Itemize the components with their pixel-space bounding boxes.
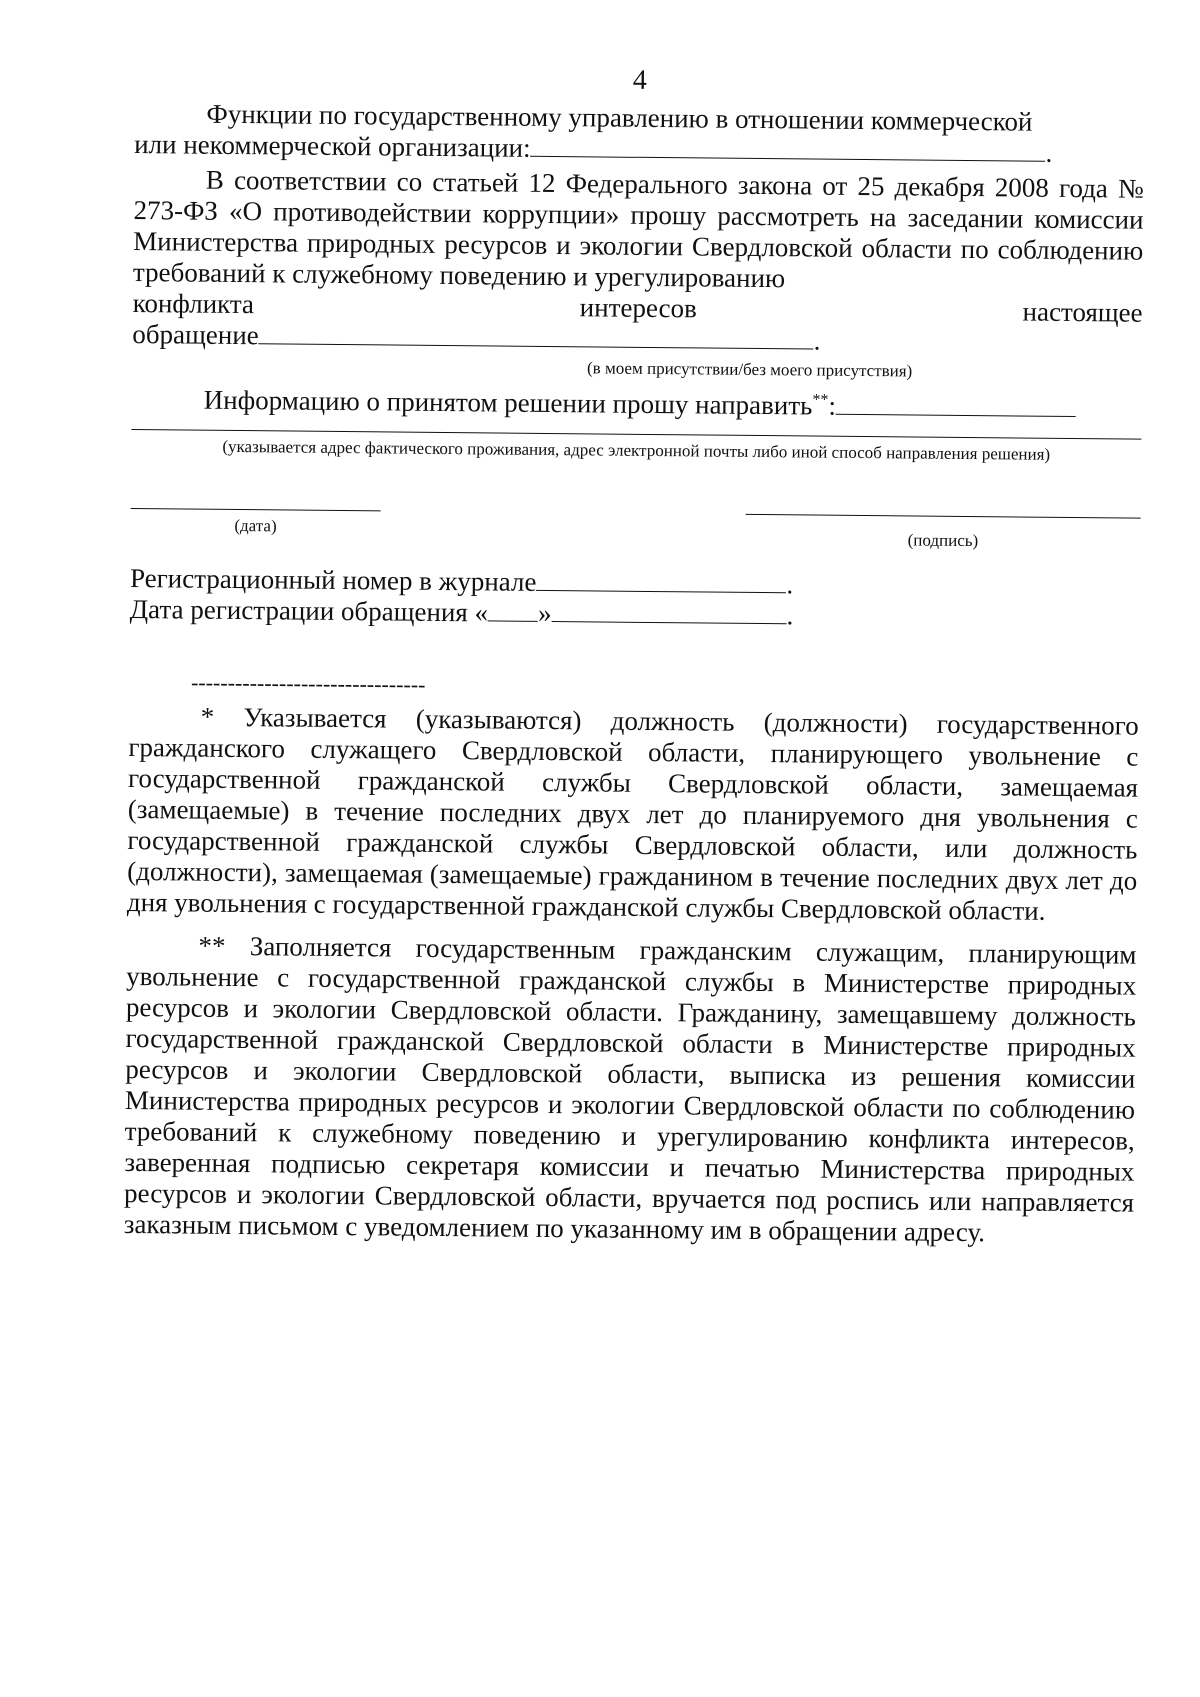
info-hint: (указывается адрес фактического проживания, адрес электронной почты либо иной способ направления решения) bbox=[222, 436, 1051, 464]
registration-number-blank[interactable] bbox=[536, 568, 786, 593]
info-footnote-mark: ** bbox=[812, 391, 829, 409]
request-word-interests: интересов bbox=[579, 292, 697, 324]
request-word-present: настоящее bbox=[1022, 296, 1143, 328]
registration-day-blank[interactable] bbox=[488, 598, 538, 621]
appeal-hint: (в моем присутствии/без моего присутствия) bbox=[586, 358, 913, 381]
functions-org-label: или некоммерческой организации: bbox=[134, 128, 531, 163]
appeal-period: . bbox=[813, 325, 821, 356]
registration-block bbox=[130, 563, 1141, 635]
registration-date-label: Дата регистрации обращения « bbox=[129, 593, 489, 628]
registration-number-label: Регистрационный номер в журнале bbox=[129, 562, 537, 597]
date-label: (дата) bbox=[234, 515, 277, 536]
appeal-label: обращение bbox=[132, 318, 259, 351]
registration-month-blank[interactable] bbox=[551, 599, 786, 624]
request-paragraph: В соответствии со статьей 12 Федерального закона от 25 декабря 2008 года № 273-ФЗ «О противодействии коррупции» прошу рассмотреть на заседании комиссии Министерства природных ресурсов и экологии Свердловской области по соблюдению требований к служебному поведению и урегулированию bbox=[132, 164, 1144, 294]
footnote-2: ** Заполняется государственным гражданским служащим, планирующим увольнение с государственной гражданской службы в Министерстве природных ресурсов и экологии Свердловской области. Гражданину, замещавшему должность государственной гражданской Свердловской области в Министерстве природных ресурсов и экологии Свердловской области, выписка из решения комиссии Министерства природных ресурсов и экологии Свердловской области по соблюдению требований к служебному поведению и урегулированию конфликта интересов, заверенная подписью секретаря комиссии и печатью Министерства природных ресурсов и экологии Свердловской области, вручается под роспись или направляется заказным письмом с уведомлением по указанному им в обращении адресу. bbox=[123, 930, 1137, 1248]
footnote-separator: -------------------------------- bbox=[190, 669, 426, 697]
registration-number-period: . bbox=[786, 569, 794, 600]
functions-line: Функции по государственному управлению в отношении коммерческой bbox=[206, 98, 1033, 137]
info-blank[interactable] bbox=[836, 392, 1076, 417]
signature-blank[interactable] bbox=[746, 500, 1141, 519]
request-word-conflict: конфликта bbox=[132, 287, 255, 320]
page-content bbox=[124, 60, 1145, 1250]
page-number: 4 bbox=[632, 64, 647, 96]
registration-date-quote: » bbox=[537, 597, 552, 629]
info-label: Информацию о принятом решении прошу направить bbox=[203, 384, 813, 421]
signature-label: (подпись) bbox=[907, 530, 979, 551]
signature-column bbox=[745, 500, 1140, 553]
signature-block bbox=[130, 494, 1140, 553]
registration-date-period: . bbox=[786, 600, 794, 631]
footnote-1: * Указывается (указываются) должность (должности) государственного гражданского служащего Свердловской области, планирующего увольнение с государственной гражданской службы Свердловской области, замещаемая (замещаемые) в течение последних двух лет до планируемого дня увольнения с государственной гражданской службы Свердловской области, или должность (должности), замещаемая (замещаемые) гражданином в течение последних двух лет до дня увольнения с государственной гражданской службы Свердловской области. bbox=[126, 701, 1139, 926]
functions-period: . bbox=[1045, 137, 1053, 168]
functions-blank[interactable] bbox=[530, 134, 1045, 162]
date-column bbox=[130, 494, 380, 545]
info-colon: : bbox=[828, 390, 837, 421]
date-blank[interactable] bbox=[131, 494, 381, 511]
appeal-blank[interactable] bbox=[259, 321, 814, 349]
